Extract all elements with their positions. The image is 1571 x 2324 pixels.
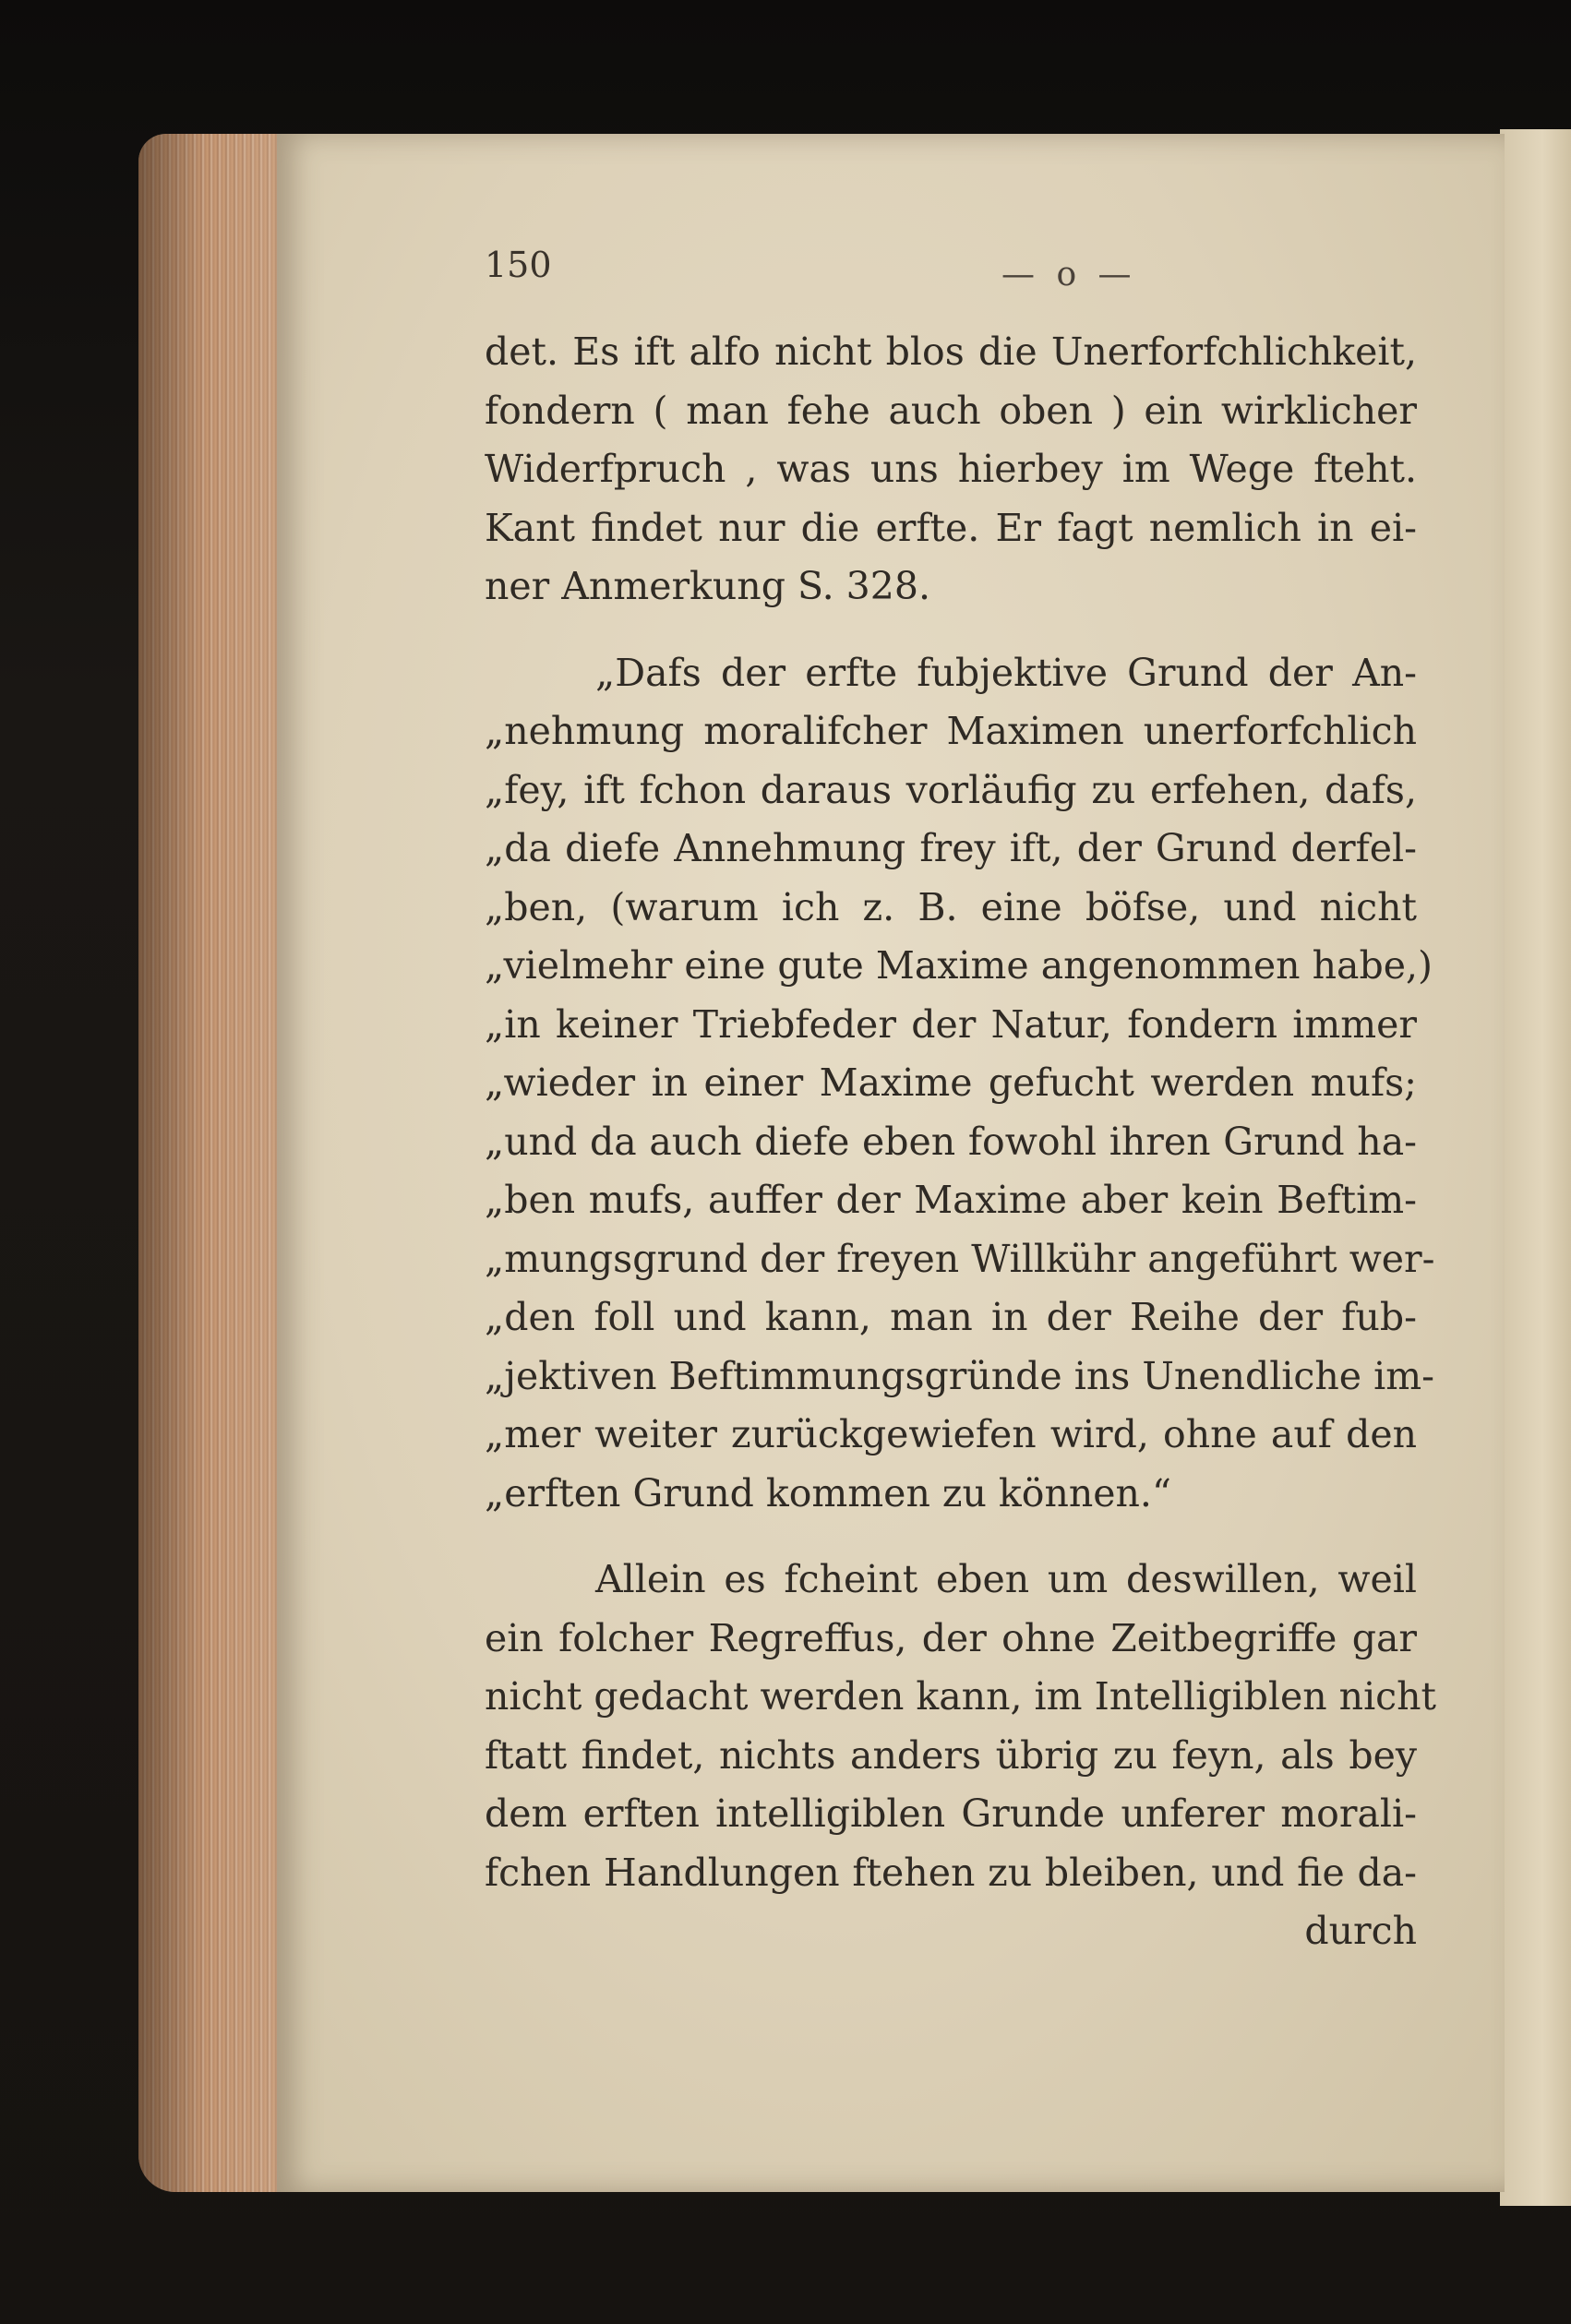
text-line: Kant findet nur die erfte. Er fagt nemlich in ei- bbox=[485, 505, 1417, 550]
quote-line: „fey, ift fchon daraus vorläufig zu erfehen, dafs, bbox=[485, 767, 1417, 812]
text-line: dem erften intelligiblen Grunde unferer morali- bbox=[485, 1791, 1417, 1836]
text-line: det. Es ift alfo nicht blos die Unerforfchlichkeit, bbox=[485, 329, 1417, 374]
quote-line: „mer weiter zurückgewiefen wird, ohne auf den bbox=[485, 1412, 1417, 1456]
catchword: durch bbox=[1304, 1909, 1417, 1953]
facing-page-edge bbox=[1500, 129, 1571, 2206]
quote-line: „in keiner Triebfeder der Natur, fondern immer bbox=[485, 1001, 1417, 1047]
quote-line: „mungsgrund der freyen Willkühr angeführt wer- bbox=[485, 1236, 1435, 1281]
quote-line: „den foll und kann, man in der Reihe der fub- bbox=[485, 1295, 1417, 1339]
page-header bbox=[485, 245, 1315, 300]
quote-line: „ben, (warum ich z. B. eine böfse, und nicht bbox=[485, 884, 1417, 929]
text-line: fondern ( man fehe auch oben ) ein wirklicher bbox=[485, 388, 1417, 433]
quote-line: „wieder in einer Maxime gefucht werden mufs; bbox=[485, 1060, 1417, 1105]
quote-line: „ben mufs, auffer der Maxime aber kein Beftim- bbox=[485, 1178, 1417, 1222]
quote-line: „da diefe Annehmung frey ift, der Grund derfel- bbox=[485, 826, 1417, 870]
text-line: ftatt findet, nichts anders übrig zu feyn, als bey bbox=[485, 1732, 1417, 1778]
paragraph-gap bbox=[485, 1523, 1417, 1551]
header-ornament: — o — bbox=[1001, 256, 1137, 293]
quote-line: „jektiven Beftimmungsgründe ins Unendliche im- bbox=[485, 1353, 1434, 1398]
text-line: Widerfpruch , was uns hierbey im Wege fteht. bbox=[485, 447, 1417, 491]
text-line: Allein es fcheint eben um deswillen, weil bbox=[595, 1557, 1417, 1601]
page-number: 150 bbox=[485, 245, 552, 285]
text-line: nicht gedacht werden kann, im Intelligiblen nicht bbox=[485, 1674, 1437, 1719]
quote-line: „vielmehr eine gute Maxime angenommen habe,) bbox=[485, 943, 1433, 988]
paragraph-gap bbox=[485, 617, 1417, 644]
quote-line: „erften Grund kommen zu können.“ bbox=[485, 1470, 1171, 1515]
quote-line: „nehmung moralifcher Maximen unerforfchlich bbox=[485, 709, 1417, 753]
text-line: ein folcher Regreffus, der ohne Zeitbegriffe gar bbox=[485, 1615, 1417, 1660]
book-page-edges bbox=[138, 134, 286, 2192]
text-line: ner Anmerkung S. 328. bbox=[485, 564, 930, 608]
page-text bbox=[485, 323, 1437, 1961]
quote-line: „Dafs der erfte fubjektive Grund der An- bbox=[595, 650, 1417, 695]
book-page bbox=[277, 134, 1505, 2192]
text-line: fchen Handlungen ftehen zu bleiben, und fie da- bbox=[485, 1850, 1417, 1895]
quote-line: „und da auch diefe eben fowohl ihren Grund ha- bbox=[485, 1119, 1417, 1164]
